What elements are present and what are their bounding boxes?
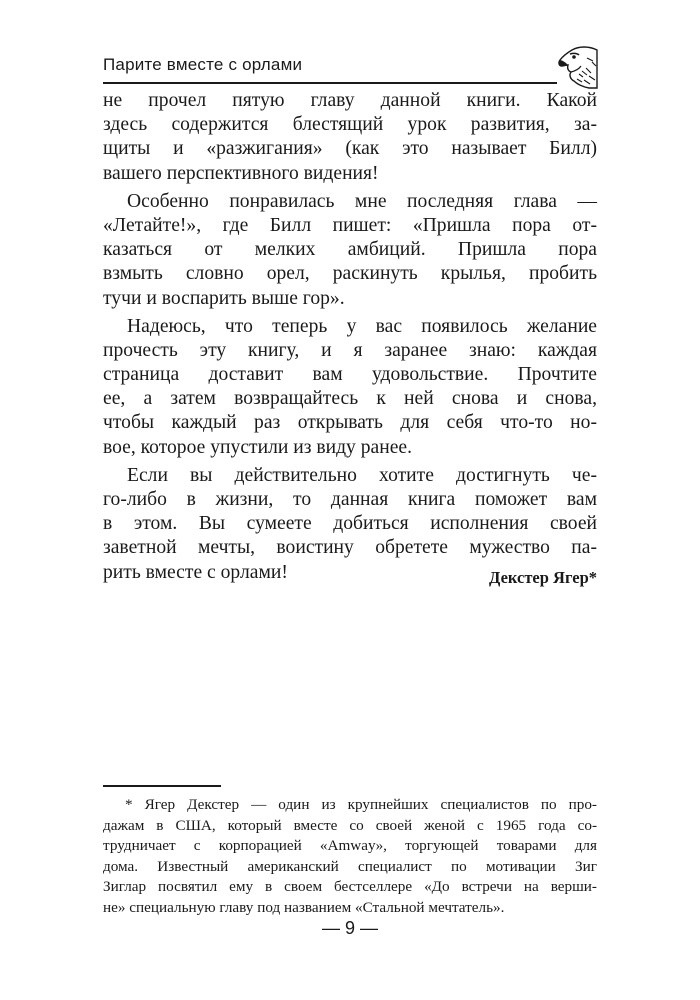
footnote-line: Зиглар посвятил ему в своем бестселлере «До встречи на верши- [103,878,597,895]
text-line: рить вместе с орлами! [103,561,288,583]
text-line: казаться от мелких амбиций. Пришла пора [103,239,597,261]
text-line: ее, а затем возвращайтесь к ней снова и снова, [103,388,597,410]
body-text [103,89,597,585]
footnote-line: трудничает с корпорацией «Amway», торгующей товарами для [103,837,597,854]
text-line: щиты и «разжигания» (как это называет Билл) [103,138,597,160]
text-line: в этом. Вы сумеете добиться исполнения своей [103,513,597,535]
running-title: Парите вместе с орлами [103,55,303,74]
text-line: страница доставит вам удовольствие. Прочтите [103,364,597,386]
footnote-line: дажам в США, который вместе со своей женой с 1965 года со- [103,816,597,834]
text-line: тучи и воспарить выше гор». [103,287,345,309]
text-line: «Летайте!», где Билл пишет: «Пришла пора от- [103,214,597,236]
text-line: взмыть словно орел, раскинуть крылья, пробить [103,263,597,285]
text-line: Надеюсь, что теперь у вас появилось желание [127,315,597,337]
text-line: Если вы действительно хотите достигнуть че- [127,464,597,486]
author-signature: Декстер Ягер* [489,568,597,587]
paragraph [103,190,597,311]
text-line: чтобы каждый раз открывать для себя что-то но- [103,412,597,434]
footnote-line: дома. Известный американский специалист по мотивации Зиг [103,857,597,875]
text-line: здесь содержится блестящий урок развития, за- [103,114,597,136]
paragraph [103,89,597,186]
text-line: заветной мечты, воистину обретете мужество па- [103,537,597,559]
footnote [103,795,597,918]
eagle-head-icon [557,44,599,90]
text-line: не прочел пятую главу данной книги. Какой [103,90,597,111]
text-line: вашего перспективного видения! [103,162,379,184]
paragraph [103,464,597,585]
text-line: го-либо в жизни, то данная книга поможет вам [103,489,597,510]
text-line: прочесть эту книгу, и я заранее знаю: каждая [103,339,597,361]
footnote-line: не» специальную главу под названием «Стальной мечтатель». [103,898,505,916]
header-rule [103,82,557,84]
page-number: — 9 — [321,918,378,938]
text-line: Особенно понравилась мне последняя глава — [127,190,597,212]
paragraph [103,315,597,460]
text-line: вое, которое упустили из виду ранее. [103,436,413,458]
footnote-line: * Ягер Декстер — один из крупнейших специалистов по про- [125,796,597,813]
footnote-rule [103,785,221,787]
